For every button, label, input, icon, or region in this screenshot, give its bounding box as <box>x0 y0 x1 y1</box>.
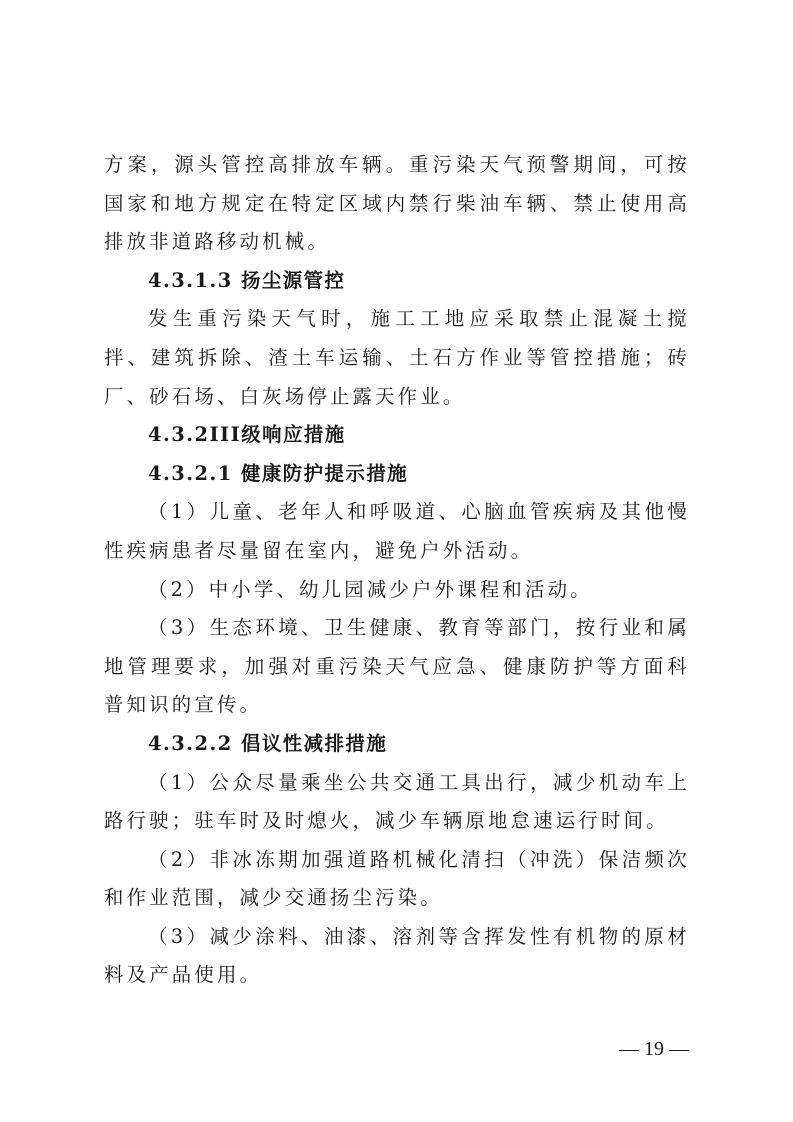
list-item-health-1: （1）儿童、老年人和呼吸道、心脑血管疾病及其他慢性疾病患者尽量留在室内，避免户外活动。 <box>104 500 690 562</box>
section-heading-4-3-2: 4.3.2III级响应措施 <box>148 423 346 447</box>
section-heading-4-3-2-1: 4.3.2.1 健康防护提示措施 <box>148 461 409 485</box>
list-item-emission-2: （2）非冰冻期加强道路机械化清扫（冲洗）保洁频次和作业范围，减少交通扬尘污染。 <box>104 847 690 910</box>
list-item-health-2: （2）中小学、幼儿园减少户外课程和活动。 <box>148 577 593 601</box>
section-heading-4-3-1-3: 4.3.1.3 扬尘源管控 <box>148 268 346 292</box>
list-item-emission-1: （1）公众尽量乘坐公共交通工具出行，减少机动车上路行驶；驻车时及时熄火，减少车辆原地怠速运行时间。 <box>104 770 690 833</box>
list-item-emission-3: （3）减少涂料、油漆、溶剂等含挥发性有机物的原材料及产品使用。 <box>104 924 690 987</box>
list-item-health-3: （3）生态环境、卫生健康、教育等部门，按行业和属地管理要求，加强对重污染天气应急、健康防护等方面科普知识的宣传。 <box>104 616 690 717</box>
document-body <box>104 146 690 995</box>
paragraph-vehicle-control-continued: 方案，源头管控高排放车辆。重污染天气预警期间，可按国家和地方规定在特定区域内禁行柴油车辆、禁止使用高排放非道路移动机械。 <box>104 153 690 254</box>
page-number: — 19 — <box>619 1038 689 1060</box>
section-heading-4-3-2-2: 4.3.2.2 倡议性减排措施 <box>148 731 388 755</box>
paragraph-dust-control: 发生重污染天气时，施工工地应采取禁止混凝土搅拌、建筑拆除、渣土车运输、土石方作业等管控措施；砖厂、砂石场、白灰场停止露天作业。 <box>104 307 690 408</box>
